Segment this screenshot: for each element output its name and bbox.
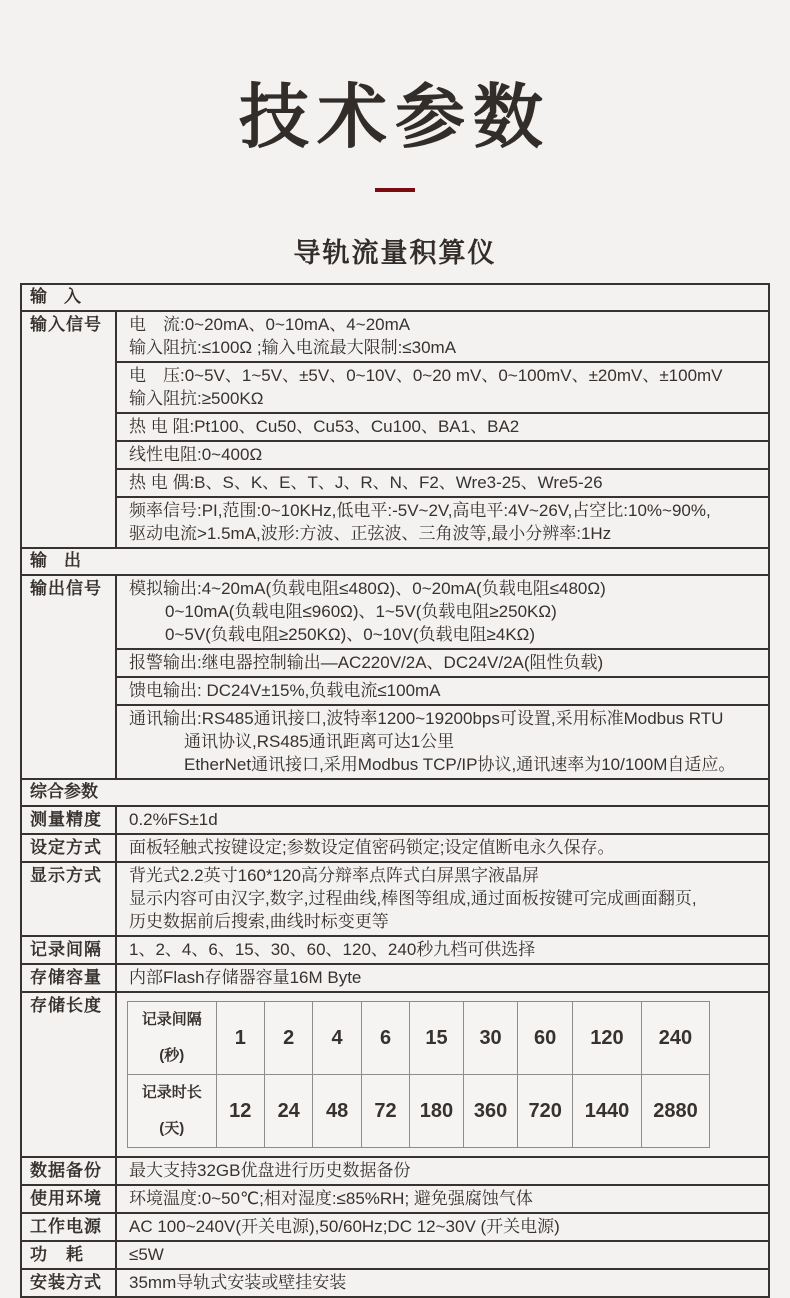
storage-interval-cell: 2 (264, 1002, 312, 1075)
row-label-display: 显示方式 (21, 862, 116, 936)
table-row (21, 1241, 769, 1269)
storage-duration-cell: 180 (410, 1075, 464, 1148)
storage-duration-cell: 2880 (641, 1075, 709, 1148)
table-row (128, 1075, 710, 1148)
spec-value-record-interval: 1、2、4、6、15、30、60、120、240秒九档可供选择 (116, 936, 769, 964)
spec-value-power-consumption: ≤5W (116, 1241, 769, 1269)
row-label-input-signal: 输入信号 (21, 311, 116, 548)
spec-value-environment: 环境温度:0~50℃;相对湿度:≤85%RH; 避免强腐蚀气体 (116, 1185, 769, 1213)
table-row (21, 362, 769, 413)
spec-value-input-thermocouple: 热 电 偶:B、S、K、E、T、J、R、N、F2、Wre3-25、Wre5-26 (116, 469, 769, 497)
table-row (21, 1157, 769, 1185)
storage-interval-cell: 30 (463, 1002, 518, 1075)
storage-duration-cell: 24 (264, 1075, 312, 1148)
storage-interval-cell: 1 (216, 1002, 264, 1075)
row-label-data-backup: 数据备份 (21, 1157, 116, 1185)
table-row (21, 649, 769, 677)
spec-line: 频率信号:PI,范围:0~10KHz,低电平:-5V~2V,高电平:4V~26V,占空比:10%~90%, (129, 501, 711, 520)
storage-duration-cell: 12 (216, 1075, 264, 1148)
row-label-power-consumption: 功 耗 (21, 1241, 116, 1269)
spec-table (20, 283, 770, 1298)
table-row (21, 413, 769, 441)
storage-interval-header: 记录间隔(秒) (128, 1002, 217, 1075)
row-label-output-signal: 输出信号 (21, 575, 116, 779)
spec-line: 输入阻抗:≤100Ω ;输入电流最大限制:≤30mA (129, 338, 457, 357)
table-row (21, 862, 769, 936)
table-row (21, 441, 769, 469)
row-label-record-interval: 记录间隔 (21, 936, 116, 964)
storage-duration-cell: 360 (463, 1075, 518, 1148)
storage-interval-cell: 6 (361, 1002, 409, 1075)
spec-line: 通讯输出:RS485通讯接口,波特率1200~19200bps可设置,采用标准Modbus RTU (129, 709, 724, 728)
table-row (21, 964, 769, 992)
row-label-accuracy: 测量精度 (21, 806, 116, 834)
table-row (21, 705, 769, 779)
spec-line: 电 流:0~20mA、0~10mA、4~20mA (129, 315, 411, 334)
table-row (21, 575, 769, 649)
storage-length-table (127, 1001, 710, 1148)
section-header-input: 输 入 (21, 284, 769, 311)
spec-line: 背光式2.2英寸160*120高分辩率点阵式白屏黑字液晶屏 (129, 866, 539, 885)
title-underline (375, 188, 415, 192)
row-label-power-supply: 工作电源 (21, 1213, 116, 1241)
storage-duration-cell: 72 (361, 1075, 409, 1148)
row-label-storage-capacity: 存储容量 (21, 964, 116, 992)
spec-line: 0~10mA(负载电阻≤960Ω)、1~5V(负载电阻≥250KΩ) (165, 602, 557, 621)
section-row-output (21, 548, 769, 575)
spec-value-output-feed: 馈电输出: DC24V±15%,负载电流≤100mA (116, 677, 769, 705)
section-header-general: 综合参数 (21, 779, 769, 806)
table-row (21, 992, 769, 1157)
spec-value-input-rtd: 热 电 阻:Pt100、Cu50、Cu53、Cu100、BA1、BA2 (116, 413, 769, 441)
storage-duration-header: 记录时长(天) (128, 1075, 217, 1148)
storage-interval-cell: 4 (313, 1002, 361, 1075)
spec-line: 模拟输出:4~20mA(负载电阻≤480Ω)、0~20mA(负载电阻≤480Ω) (129, 579, 606, 598)
spec-value-output-alarm: 报警输出:继电器控制输出—AC220V/2A、DC24V/2A(阻性负载) (116, 649, 769, 677)
section-row-input (21, 284, 769, 311)
spec-value-input-linear-resistance: 线性电阻:0~400Ω (116, 441, 769, 469)
spec-line: 显示内容可由汉字,数字,过程曲线,棒图等组成,通过面板按键可完成画面翻页, (129, 889, 697, 908)
spec-value-input-current (116, 311, 769, 362)
storage-interval-cell: 120 (572, 1002, 641, 1075)
table-row (21, 469, 769, 497)
row-label-installation: 安装方式 (21, 1269, 116, 1297)
storage-duration-cell: 48 (313, 1075, 361, 1148)
spec-value-data-backup: 最大支持32GB优盘进行历史数据备份 (116, 1157, 769, 1185)
spec-value-output-analog (116, 575, 769, 649)
spec-value-display (116, 862, 769, 936)
table-row (21, 311, 769, 362)
spec-value-storage-length (116, 992, 769, 1157)
row-label-environment: 使用环境 (21, 1185, 116, 1213)
table-row (128, 1002, 710, 1075)
section-header-output: 输 出 (21, 548, 769, 575)
storage-duration-cell: 1440 (572, 1075, 641, 1148)
table-row (21, 1213, 769, 1241)
table-row (21, 1269, 769, 1297)
spec-value-input-frequency (116, 497, 769, 548)
spec-value-accuracy: 0.2%FS±1d (116, 806, 769, 834)
page-title: 技术参数 (239, 78, 551, 156)
spec-value-storage-capacity: 内部Flash存储器容量16M Byte (116, 964, 769, 992)
spec-line: 输入阻抗:≥500KΩ (129, 389, 264, 408)
spec-line: 通讯协议,RS485通讯距离可达1公里 (184, 732, 455, 751)
row-label-setting: 设定方式 (21, 834, 116, 862)
spec-line: 电 压:0~5V、1~5V、±5V、0~10V、0~20 mV、0~100mV、±20mV、±100mV (129, 366, 723, 385)
table-row (21, 806, 769, 834)
storage-interval-cell: 240 (641, 1002, 709, 1075)
section-row-general (21, 779, 769, 806)
spec-line: 驱动电流>1.5mA,波形:方波、正弦波、三角波等,最小分辨率:1Hz (129, 524, 612, 543)
spec-line: EtherNet通讯接口,采用Modbus TCP/IP协议,通讯速率为10/100M自适应。 (184, 755, 736, 774)
spec-sheet-page (0, 76, 790, 1292)
table-row (21, 1185, 769, 1213)
table-row (21, 677, 769, 705)
spec-value-installation: 35mm导轨式安装或壁挂安装 (116, 1269, 769, 1297)
spec-value-power-supply: AC 100~240V(开关电源),50/60Hz;DC 12~30V (开关电源) (116, 1213, 769, 1241)
table-row (21, 936, 769, 964)
storage-duration-cell: 720 (518, 1075, 573, 1148)
table-row (21, 834, 769, 862)
row-label-storage-length: 存储长度 (21, 992, 116, 1157)
product-subtitle: 导轨流量积算仪 (293, 238, 497, 268)
spec-line: 0~5V(负载电阻≥250KΩ)、0~10V(负载电阻≥4KΩ) (165, 625, 536, 644)
spec-line: 历史数据前后搜索,曲线时标变更等 (129, 912, 389, 931)
spec-value-input-voltage (116, 362, 769, 413)
storage-interval-cell: 15 (410, 1002, 464, 1075)
storage-interval-cell: 60 (518, 1002, 573, 1075)
spec-value-output-communication (116, 705, 769, 779)
table-row (21, 497, 769, 548)
spec-value-setting: 面板轻触式按键设定;参数设定值密码锁定;设定值断电永久保存。 (116, 834, 769, 862)
